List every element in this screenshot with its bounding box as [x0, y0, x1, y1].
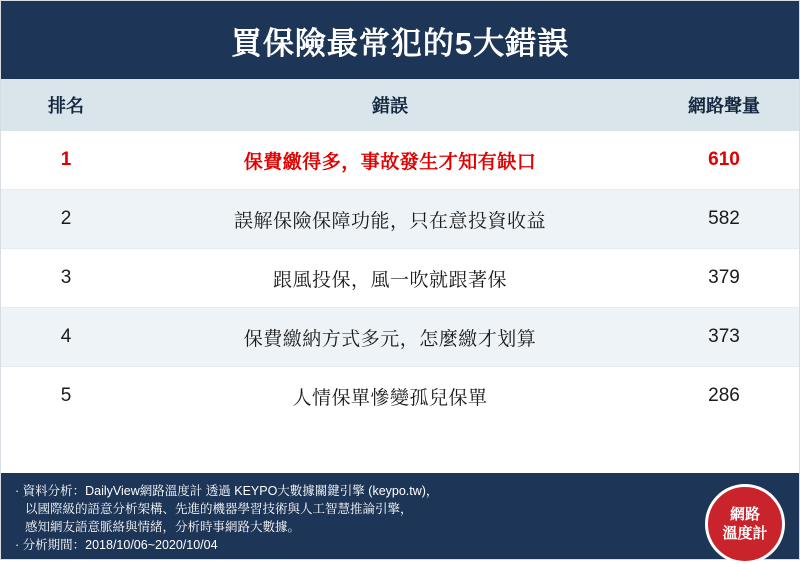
table-row: [1, 308, 799, 367]
row-rank: 5: [60, 385, 72, 406]
row-volume: 373: [708, 326, 740, 347]
footnotes: [15, 482, 438, 554]
table-row: [1, 190, 799, 249]
brand-logo-line-1: 網路: [729, 506, 760, 523]
row-volume: 582: [708, 208, 740, 229]
table-header-row: [1, 79, 799, 131]
row-rank: 2: [60, 208, 72, 229]
brand-logo-line-2: 溫度計: [722, 525, 768, 542]
row-volume: 610: [708, 149, 740, 170]
row-item: 保費繳得多，事故發生才知有缺口: [243, 151, 537, 173]
footnote-period: · 分析期間：2018/10/06~2020/10/04: [15, 538, 218, 552]
column-header-volume: 網路聲量: [688, 96, 760, 116]
page-title: 買保險最常犯的5大錯誤: [230, 25, 570, 61]
row-item: 保費繳納方式多元，怎麼繳才划算: [243, 328, 537, 350]
footer: [1, 473, 799, 559]
row-rank: 1: [60, 149, 72, 170]
table-row: [1, 367, 799, 425]
title-bar: [1, 1, 799, 79]
row-rank: 4: [60, 326, 72, 347]
row-volume: 379: [708, 267, 740, 288]
column-header-item: 錯誤: [372, 96, 408, 116]
column-header-rank: 排名: [48, 96, 84, 116]
row-volume: 286: [708, 385, 740, 406]
row-item: 人情保單慘變孤兒保單: [292, 387, 488, 409]
table-row: [1, 249, 799, 308]
brand-logo: [705, 484, 785, 564]
row-item: 誤解保險保障功能，只在意投資收益: [233, 210, 546, 232]
footnote-source-line-1: · 資料分析：DailyView網路溫度計 透過 KEYPO大數據關鍵引擎 (keypo.tw)，: [15, 484, 439, 498]
table-row: [1, 131, 799, 190]
table-body: [1, 131, 799, 425]
footnote-source-line-3: 感知網友語意脈絡與情緒，分析時事網路大數據。: [25, 520, 301, 534]
row-item: 跟風投保，風一吹就跟著保: [272, 269, 507, 291]
row-rank: 3: [60, 267, 72, 288]
footnote-source-line-2: 以國際級的語意分析架構、先進的機器學習技術與人工智慧推論引擎，: [25, 502, 413, 516]
